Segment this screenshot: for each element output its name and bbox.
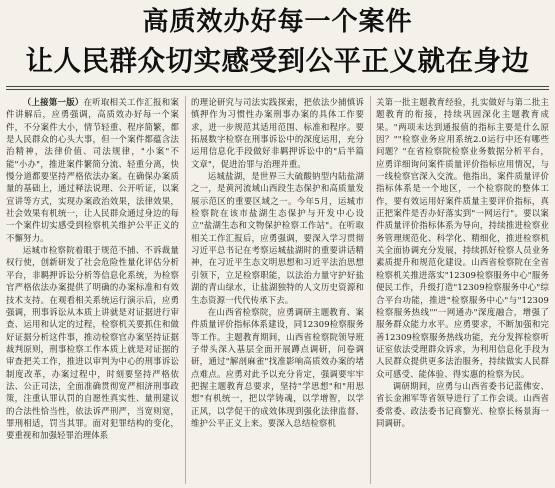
headline-divider: [6, 86, 549, 87]
article-body: [6, 96, 549, 484]
column-divider: [370, 96, 371, 484]
article-column-2: [191, 96, 364, 484]
article-column-1: [6, 96, 179, 484]
article-paragraph: 在山西省检察院，应勇调研主题教育、案件质量评价指标体系建设，同12309检察服务等工作。主题教育期间，山西省检察院领导班子带头深入基层全面开展蹲点调研，问卷调研，通过"解剖麻雀"找准影响高质效办案的堵点难点。应勇对此予以充分肯定，强调要牢牢把握主题教育总要求，坚持"学思想"和"用思想"有机统一，把以学铸魂，以学增智，以学正风，以学促干的成效体现到强化法律监督、维护公平正义上来。要深入总结检察机: [191, 306, 364, 428]
headline-line-1: 高质效办好每一个案件: [142, 7, 413, 37]
article-paragraph: [6, 96, 179, 244]
paragraph-text: 在听取相关工作汇报和案件讲解后，应勇强调，高质效办好每一个案件，不分案件大小，情节轻重、程序简繁，都是人民群众的心头大事，但一个案件都蕴含法治精神，法律价值、司法规律，"小案"不能"小办"，推进案件繁简分流、轻重分离，快慢分道都要坚持严格依法办案。在确保办案质量的基础上，通过释法说理、公开听证，以案宣讲等方式，实现办案政治效果，法律效果，社会效果有机统一，让人民群众通过身边的每一个案件切实感受到检察机关维护公平正义的不懈努力。: [6, 97, 179, 243]
article-paragraph: 关第一批主题教育经验，扎实做好与第二批主题教育的衔接，持续巩固深化主题教育成果。"两项未达到通报值的指标主要是什么原因？""检察业务应用系统2.0运行中还有哪些问题？"在省检察院检察业务数据分析平台，应勇详细询问案件质量评价指标应用情况，与一线检察官深入交流。他指出，案件质量评价指标体系是一个地区，一个检察院的整体工作，要有效运用好案件质量主要评价指标，真正把案件是否办好落实到"一网运行"。要以案件质量评价指标体系为导向，持续推进检察业务管理规范化、科学化、精细化，推进检察机关全面协调充分发展，持续抓好检察人员业务素质提升和规范化建设。山西省检察院在全省检察机关推进落实"12309检察服务中心"服务便民工作，升级打造"12309检察服务中心"综合平台功能，推进"检察服务中心"与"12309检察服务热线""一网通办"深度融合，增强了服务群众能力水平。应勇要求，不断加强和完善12309检察服务热线功能，充分发挥检察听证室依法受理群众诉求，为利用信息化手段为人民群众提供更多法治服务，持续做实人民群众可感受、能体验、得实惠的检察为民。: [376, 97, 549, 379]
headline-line-2: 让人民群众切实感受到公平正义就在身边: [25, 45, 530, 77]
article-dateline: （上接第一版）: [22, 97, 84, 107]
article-paragraph: 运城盐湖，是世界三大硫酸钠型内陆盐湖之一，是黄河流域山西段生态保护和高质量发展示范区的重要区域之一。今年5月，运城市检察院在该市盐湖生态保护与开发中心设立"盐湖生态和文物保护检察工作站"。在听取相关工作汇报后，应勇强调，要深入学习贯彻习近平总书记在考察运城盐湖时的重要讲话精神，在习近平生态文明思想和习近平法治思想引领下，立足检察职能，以法治力量守护好盐湖的青山绿水，让盐湖独特的人文历史资源和生态资源一代代传承下去。: [191, 171, 364, 305]
article-paragraph: 运城市检察院着眼于规范不捕、不诉裁量权行使，创新研发了社会危险性量化评估分析平台，非羁押诉讼分析等信息化系统，为检察官严格依法办案提供了明确的办案标准和有效技术支持。在观看相关系统运行演示后，应勇强调，刑事诉讼从本质上讲就是对证据进行审查、运用和认定的过程，检察机关要抓住和做好证据分析这件事，推动检察官办案坚持证据裁判原则，刑事检察工作本质上就是对证据的审查把关工作，推进以审判为中心的刑事诉讼制度改革，办案过程中，时刻要坚持严格依法、公正司法，全面准确贯彻宽严相济刑事政策，注重认罪认罚的自愿性真实性、量刑建议的合法性恰当性，依法诉严刑严，当宽则宽，罪刑相适，罚当其罪。面对犯罪结构的变化，要重视和加强轻罪治理体系: [6, 245, 179, 441]
article-paragraph: 的理论研究与司法实践探索，把依法少捕慎诉慎押作为习惯性办案刑事办案的具体工作要求，进一步规范其适用范围、标准和程序。要拓展数字检察在刑事诉讼中的深度运用，充分运用信息化手段做好非羁押诉讼中的"后半篇文章"，促进治罪与治理并重。: [191, 97, 364, 169]
article-column-3: [376, 96, 549, 484]
headline-divider-thin: [6, 89, 549, 90]
column-divider: [185, 96, 186, 484]
article-paragraph: 调研期间，应勇与山西省委书记蓝佛安、省长金湘军等省领导进行了工作会谈。山西省委常委、政法委书记商黎光、检察长杨景海一同调研。: [376, 380, 549, 428]
